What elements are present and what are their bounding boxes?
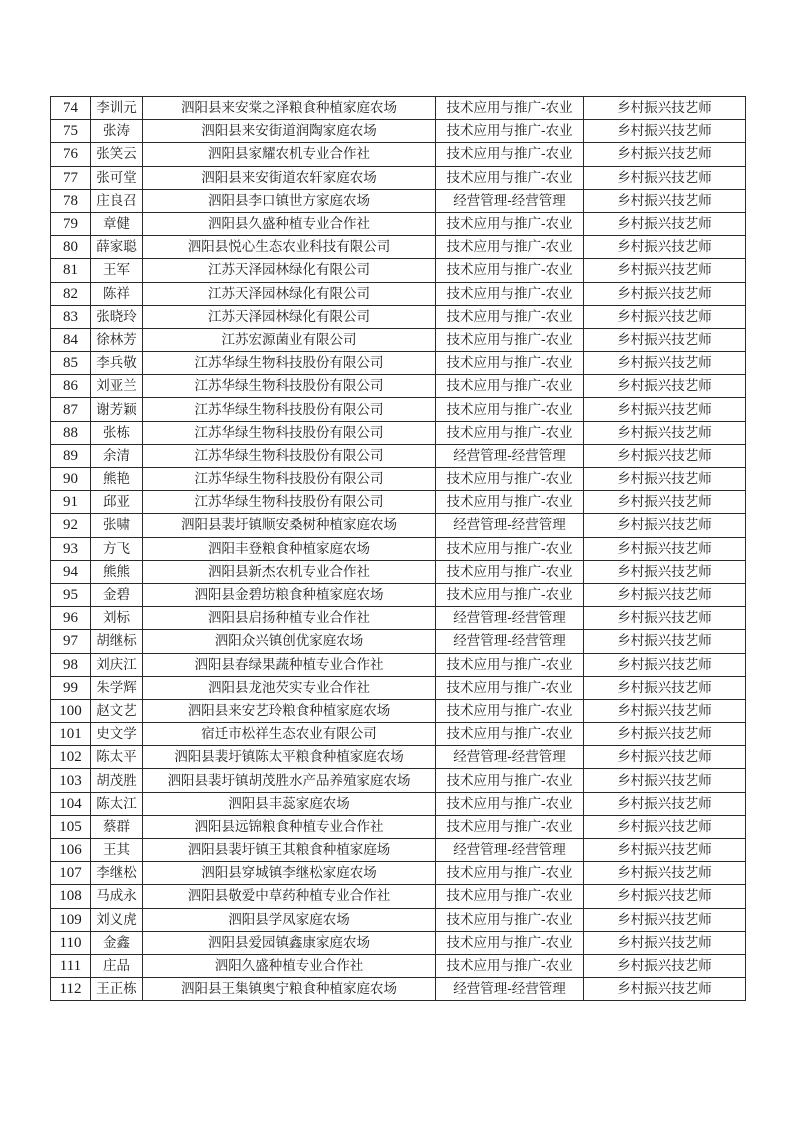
skill-title-cell: 乡村振兴技艺师 bbox=[584, 375, 746, 398]
category-cell: 经营管理-经营管理 bbox=[436, 444, 584, 467]
table-row bbox=[51, 468, 746, 491]
skill-title-cell: 乡村振兴技艺师 bbox=[584, 143, 746, 166]
person-name-cell: 张晓玲 bbox=[91, 305, 143, 328]
table-row bbox=[51, 630, 746, 653]
category-cell: 技术应用与推广-农业 bbox=[436, 120, 584, 143]
row-number-cell: 76 bbox=[51, 143, 91, 166]
skill-title-cell: 乡村振兴技艺师 bbox=[584, 421, 746, 444]
table-row bbox=[51, 236, 746, 259]
organization-cell: 泗阳久盛种植专业合作社 bbox=[143, 954, 436, 977]
category-cell: 技术应用与推广-农业 bbox=[436, 676, 584, 699]
category-cell: 技术应用与推广-农业 bbox=[436, 97, 584, 120]
person-name-cell: 邱亚 bbox=[91, 491, 143, 514]
person-name-cell: 徐林芳 bbox=[91, 328, 143, 351]
organization-cell: 宿迁市松祥生态农业有限公司 bbox=[143, 723, 436, 746]
organization-cell: 泗阳县李口镇世方家庭农场 bbox=[143, 189, 436, 212]
skill-title-cell: 乡村振兴技艺师 bbox=[584, 444, 746, 467]
skill-title-cell: 乡村振兴技艺师 bbox=[584, 862, 746, 885]
row-number-cell: 109 bbox=[51, 908, 91, 931]
person-name-cell: 王正栋 bbox=[91, 978, 143, 1001]
person-name-cell: 刘义虎 bbox=[91, 908, 143, 931]
category-cell: 技术应用与推广-农业 bbox=[436, 352, 584, 375]
category-cell: 技术应用与推广-农业 bbox=[436, 723, 584, 746]
row-number-cell: 94 bbox=[51, 560, 91, 583]
row-number-cell: 96 bbox=[51, 607, 91, 630]
row-number-cell: 111 bbox=[51, 954, 91, 977]
row-number-cell: 93 bbox=[51, 537, 91, 560]
row-number-cell: 101 bbox=[51, 723, 91, 746]
table-row bbox=[51, 352, 746, 375]
organization-cell: 泗阳县敬爱中草药种植专业合作社 bbox=[143, 885, 436, 908]
skill-title-cell: 乡村振兴技艺师 bbox=[584, 978, 746, 1001]
roster-table bbox=[50, 96, 746, 1001]
skill-title-cell: 乡村振兴技艺师 bbox=[584, 607, 746, 630]
category-cell: 技术应用与推广-农业 bbox=[436, 143, 584, 166]
category-cell: 技术应用与推广-农业 bbox=[436, 305, 584, 328]
organization-cell: 泗阳县丰蕊家庭农场 bbox=[143, 792, 436, 815]
table-row bbox=[51, 862, 746, 885]
table-row bbox=[51, 815, 746, 838]
category-cell: 技术应用与推广-农业 bbox=[436, 421, 584, 444]
skill-title-cell: 乡村振兴技艺师 bbox=[584, 352, 746, 375]
organization-cell: 江苏华绿生物科技股份有限公司 bbox=[143, 491, 436, 514]
organization-cell: 泗阳县裴圩镇胡茂胜水产品养殖家庭农场 bbox=[143, 769, 436, 792]
skill-title-cell: 乡村振兴技艺师 bbox=[584, 885, 746, 908]
category-cell: 技术应用与推广-农业 bbox=[436, 583, 584, 606]
skill-title-cell: 乡村振兴技艺师 bbox=[584, 653, 746, 676]
person-name-cell: 陈太江 bbox=[91, 792, 143, 815]
table-row bbox=[51, 723, 746, 746]
organization-cell: 泗阳县来安棠之泽粮食种植家庭农场 bbox=[143, 97, 436, 120]
organization-cell: 江苏华绿生物科技股份有限公司 bbox=[143, 352, 436, 375]
table-row bbox=[51, 908, 746, 931]
skill-title-cell: 乡村振兴技艺师 bbox=[584, 676, 746, 699]
skill-title-cell: 乡村振兴技艺师 bbox=[584, 97, 746, 120]
row-number-cell: 74 bbox=[51, 97, 91, 120]
person-name-cell: 余清 bbox=[91, 444, 143, 467]
category-cell: 经营管理-经营管理 bbox=[436, 978, 584, 1001]
person-name-cell: 张涛 bbox=[91, 120, 143, 143]
category-cell: 技术应用与推广-农业 bbox=[436, 537, 584, 560]
row-number-cell: 103 bbox=[51, 769, 91, 792]
row-number-cell: 85 bbox=[51, 352, 91, 375]
person-name-cell: 李兵敬 bbox=[91, 352, 143, 375]
table-row bbox=[51, 746, 746, 769]
skill-title-cell: 乡村振兴技艺师 bbox=[584, 514, 746, 537]
organization-cell: 泗阳县金碧坊粮食种植家庭农场 bbox=[143, 583, 436, 606]
skill-title-cell: 乡村振兴技艺师 bbox=[584, 792, 746, 815]
table-row bbox=[51, 375, 746, 398]
table-row bbox=[51, 398, 746, 421]
skill-title-cell: 乡村振兴技艺师 bbox=[584, 583, 746, 606]
row-number-cell: 75 bbox=[51, 120, 91, 143]
person-name-cell: 熊艳 bbox=[91, 468, 143, 491]
table-row bbox=[51, 769, 746, 792]
category-cell: 技术应用与推广-农业 bbox=[436, 908, 584, 931]
category-cell: 经营管理-经营管理 bbox=[436, 607, 584, 630]
category-cell: 技术应用与推广-农业 bbox=[436, 375, 584, 398]
category-cell: 经营管理-经营管理 bbox=[436, 630, 584, 653]
organization-cell: 泗阳县春绿果蔬种植专业合作社 bbox=[143, 653, 436, 676]
person-name-cell: 方飞 bbox=[91, 537, 143, 560]
organization-cell: 泗阳县裴圩镇顺安桑树种植家庭农场 bbox=[143, 514, 436, 537]
table-row bbox=[51, 607, 746, 630]
skill-title-cell: 乡村振兴技艺师 bbox=[584, 259, 746, 282]
row-number-cell: 108 bbox=[51, 885, 91, 908]
row-number-cell: 105 bbox=[51, 815, 91, 838]
row-number-cell: 98 bbox=[51, 653, 91, 676]
organization-cell: 泗阳众兴镇创优家庭农场 bbox=[143, 630, 436, 653]
table-row bbox=[51, 931, 746, 954]
person-name-cell: 史文学 bbox=[91, 723, 143, 746]
skill-title-cell: 乡村振兴技艺师 bbox=[584, 746, 746, 769]
row-number-cell: 99 bbox=[51, 676, 91, 699]
table-row bbox=[51, 444, 746, 467]
organization-cell: 泗阳丰登粮食种植家庭农场 bbox=[143, 537, 436, 560]
row-number-cell: 78 bbox=[51, 189, 91, 212]
category-cell: 技术应用与推广-农业 bbox=[436, 259, 584, 282]
organization-cell: 江苏天泽园林绿化有限公司 bbox=[143, 282, 436, 305]
skill-title-cell: 乡村振兴技艺师 bbox=[584, 537, 746, 560]
organization-cell: 江苏华绿生物科技股份有限公司 bbox=[143, 421, 436, 444]
table-row bbox=[51, 676, 746, 699]
skill-title-cell: 乡村振兴技艺师 bbox=[584, 954, 746, 977]
category-cell: 技术应用与推广-农业 bbox=[436, 212, 584, 235]
category-cell: 技术应用与推广-农业 bbox=[436, 398, 584, 421]
row-number-cell: 97 bbox=[51, 630, 91, 653]
person-name-cell: 刘庆江 bbox=[91, 653, 143, 676]
organization-cell: 泗阳县家耀农机专业合作社 bbox=[143, 143, 436, 166]
person-name-cell: 刘亚兰 bbox=[91, 375, 143, 398]
organization-cell: 泗阳县爱园镇鑫康家庭农场 bbox=[143, 931, 436, 954]
person-name-cell: 薛家聪 bbox=[91, 236, 143, 259]
skill-title-cell: 乡村振兴技艺师 bbox=[584, 212, 746, 235]
category-cell: 经营管理-经营管理 bbox=[436, 189, 584, 212]
organization-cell: 江苏天泽园林绿化有限公司 bbox=[143, 305, 436, 328]
table-row bbox=[51, 166, 746, 189]
table-row bbox=[51, 143, 746, 166]
organization-cell: 江苏华绿生物科技股份有限公司 bbox=[143, 375, 436, 398]
skill-title-cell: 乡村振兴技艺师 bbox=[584, 769, 746, 792]
person-name-cell: 赵文艺 bbox=[91, 699, 143, 722]
person-name-cell: 张可堂 bbox=[91, 166, 143, 189]
skill-title-cell: 乡村振兴技艺师 bbox=[584, 630, 746, 653]
person-name-cell: 李训元 bbox=[91, 97, 143, 120]
skill-title-cell: 乡村振兴技艺师 bbox=[584, 491, 746, 514]
category-cell: 技术应用与推广-农业 bbox=[436, 236, 584, 259]
organization-cell: 泗阳县悦心生态农业科技有限公司 bbox=[143, 236, 436, 259]
table-row bbox=[51, 328, 746, 351]
skill-title-cell: 乡村振兴技艺师 bbox=[584, 723, 746, 746]
skill-title-cell: 乡村振兴技艺师 bbox=[584, 189, 746, 212]
person-name-cell: 王其 bbox=[91, 839, 143, 862]
category-cell: 技术应用与推广-农业 bbox=[436, 769, 584, 792]
organization-cell: 泗阳县远锦粮食种植专业合作社 bbox=[143, 815, 436, 838]
row-number-cell: 79 bbox=[51, 212, 91, 235]
category-cell: 技术应用与推广-农业 bbox=[436, 862, 584, 885]
person-name-cell: 王军 bbox=[91, 259, 143, 282]
category-cell: 技术应用与推广-农业 bbox=[436, 491, 584, 514]
row-number-cell: 92 bbox=[51, 514, 91, 537]
category-cell: 技术应用与推广-农业 bbox=[436, 653, 584, 676]
skill-title-cell: 乡村振兴技艺师 bbox=[584, 120, 746, 143]
category-cell: 技术应用与推广-农业 bbox=[436, 328, 584, 351]
row-number-cell: 83 bbox=[51, 305, 91, 328]
skill-title-cell: 乡村振兴技艺师 bbox=[584, 282, 746, 305]
row-number-cell: 82 bbox=[51, 282, 91, 305]
table-row bbox=[51, 560, 746, 583]
person-name-cell: 李继松 bbox=[91, 862, 143, 885]
skill-title-cell: 乡村振兴技艺师 bbox=[584, 931, 746, 954]
row-number-cell: 88 bbox=[51, 421, 91, 444]
table-row bbox=[51, 421, 746, 444]
skill-title-cell: 乡村振兴技艺师 bbox=[584, 699, 746, 722]
person-name-cell: 胡茂胜 bbox=[91, 769, 143, 792]
person-name-cell: 陈太平 bbox=[91, 746, 143, 769]
organization-cell: 泗阳县来安街道农轩家庭农场 bbox=[143, 166, 436, 189]
person-name-cell: 张栋 bbox=[91, 421, 143, 444]
category-cell: 技术应用与推广-农业 bbox=[436, 560, 584, 583]
person-name-cell: 刘标 bbox=[91, 607, 143, 630]
category-cell: 经营管理-经营管理 bbox=[436, 839, 584, 862]
row-number-cell: 106 bbox=[51, 839, 91, 862]
table-row bbox=[51, 514, 746, 537]
category-cell: 技术应用与推广-农业 bbox=[436, 885, 584, 908]
person-name-cell: 陈祥 bbox=[91, 282, 143, 305]
table-row bbox=[51, 653, 746, 676]
person-name-cell: 金鑫 bbox=[91, 931, 143, 954]
category-cell: 技术应用与推广-农业 bbox=[436, 282, 584, 305]
skill-title-cell: 乡村振兴技艺师 bbox=[584, 166, 746, 189]
table-row bbox=[51, 305, 746, 328]
category-cell: 经营管理-经营管理 bbox=[436, 746, 584, 769]
row-number-cell: 90 bbox=[51, 468, 91, 491]
table-row bbox=[51, 583, 746, 606]
person-name-cell: 朱学辉 bbox=[91, 676, 143, 699]
person-name-cell: 金碧 bbox=[91, 583, 143, 606]
person-name-cell: 庄品 bbox=[91, 954, 143, 977]
person-name-cell: 马成永 bbox=[91, 885, 143, 908]
table-row bbox=[51, 97, 746, 120]
organization-cell: 泗阳县裴圩镇陈太平粮食种植家庭农场 bbox=[143, 746, 436, 769]
table-row bbox=[51, 792, 746, 815]
skill-title-cell: 乡村振兴技艺师 bbox=[584, 815, 746, 838]
organization-cell: 泗阳县久盛种植专业合作社 bbox=[143, 212, 436, 235]
category-cell: 技术应用与推广-农业 bbox=[436, 792, 584, 815]
skill-title-cell: 乡村振兴技艺师 bbox=[584, 839, 746, 862]
row-number-cell: 112 bbox=[51, 978, 91, 1001]
organization-cell: 江苏华绿生物科技股份有限公司 bbox=[143, 468, 436, 491]
row-number-cell: 104 bbox=[51, 792, 91, 815]
person-name-cell: 张笑云 bbox=[91, 143, 143, 166]
organization-cell: 江苏华绿生物科技股份有限公司 bbox=[143, 444, 436, 467]
row-number-cell: 102 bbox=[51, 746, 91, 769]
category-cell: 技术应用与推广-农业 bbox=[436, 166, 584, 189]
table-row bbox=[51, 212, 746, 235]
skill-title-cell: 乡村振兴技艺师 bbox=[584, 908, 746, 931]
row-number-cell: 86 bbox=[51, 375, 91, 398]
row-number-cell: 77 bbox=[51, 166, 91, 189]
table-row bbox=[51, 491, 746, 514]
row-number-cell: 87 bbox=[51, 398, 91, 421]
organization-cell: 泗阳县学凤家庭农场 bbox=[143, 908, 436, 931]
table-row bbox=[51, 282, 746, 305]
skill-title-cell: 乡村振兴技艺师 bbox=[584, 468, 746, 491]
table-row bbox=[51, 189, 746, 212]
row-number-cell: 91 bbox=[51, 491, 91, 514]
category-cell: 技术应用与推广-农业 bbox=[436, 468, 584, 491]
skill-title-cell: 乡村振兴技艺师 bbox=[584, 560, 746, 583]
row-number-cell: 89 bbox=[51, 444, 91, 467]
table-row bbox=[51, 537, 746, 560]
category-cell: 技术应用与推广-农业 bbox=[436, 954, 584, 977]
organization-cell: 泗阳县启扬种植专业合作社 bbox=[143, 607, 436, 630]
table-row bbox=[51, 120, 746, 143]
row-number-cell: 84 bbox=[51, 328, 91, 351]
table-row bbox=[51, 259, 746, 282]
skill-title-cell: 乡村振兴技艺师 bbox=[584, 398, 746, 421]
table-row bbox=[51, 978, 746, 1001]
roster-table-body bbox=[51, 97, 746, 1001]
category-cell: 技术应用与推广-农业 bbox=[436, 815, 584, 838]
skill-title-cell: 乡村振兴技艺师 bbox=[584, 236, 746, 259]
person-name-cell: 庄良召 bbox=[91, 189, 143, 212]
organization-cell: 江苏天泽园林绿化有限公司 bbox=[143, 259, 436, 282]
person-name-cell: 蔡群 bbox=[91, 815, 143, 838]
category-cell: 技术应用与推广-农业 bbox=[436, 699, 584, 722]
table-row bbox=[51, 954, 746, 977]
organization-cell: 泗阳县王集镇奥宁粮食种植家庭农场 bbox=[143, 978, 436, 1001]
organization-cell: 泗阳县穿城镇李继松家庭农场 bbox=[143, 862, 436, 885]
category-cell: 技术应用与推广-农业 bbox=[436, 931, 584, 954]
table-row bbox=[51, 885, 746, 908]
row-number-cell: 107 bbox=[51, 862, 91, 885]
person-name-cell: 张啸 bbox=[91, 514, 143, 537]
person-name-cell: 章健 bbox=[91, 212, 143, 235]
row-number-cell: 95 bbox=[51, 583, 91, 606]
organization-cell: 泗阳县新杰农机专业合作社 bbox=[143, 560, 436, 583]
organization-cell: 泗阳县来安艺玲粮食种植家庭农场 bbox=[143, 699, 436, 722]
organization-cell: 江苏宏源菌业有限公司 bbox=[143, 328, 436, 351]
skill-title-cell: 乡村振兴技艺师 bbox=[584, 305, 746, 328]
organization-cell: 泗阳县来安街道润陶家庭农场 bbox=[143, 120, 436, 143]
skill-title-cell: 乡村振兴技艺师 bbox=[584, 328, 746, 351]
person-name-cell: 胡继标 bbox=[91, 630, 143, 653]
organization-cell: 江苏华绿生物科技股份有限公司 bbox=[143, 398, 436, 421]
organization-cell: 泗阳县龙池芡实专业合作社 bbox=[143, 676, 436, 699]
table-row bbox=[51, 699, 746, 722]
row-number-cell: 81 bbox=[51, 259, 91, 282]
person-name-cell: 熊熊 bbox=[91, 560, 143, 583]
organization-cell: 泗阳县裴圩镇王其粮食种植家庭场 bbox=[143, 839, 436, 862]
person-name-cell: 谢芳颖 bbox=[91, 398, 143, 421]
table-row bbox=[51, 839, 746, 862]
row-number-cell: 80 bbox=[51, 236, 91, 259]
row-number-cell: 100 bbox=[51, 699, 91, 722]
row-number-cell: 110 bbox=[51, 931, 91, 954]
category-cell: 经营管理-经营管理 bbox=[436, 514, 584, 537]
